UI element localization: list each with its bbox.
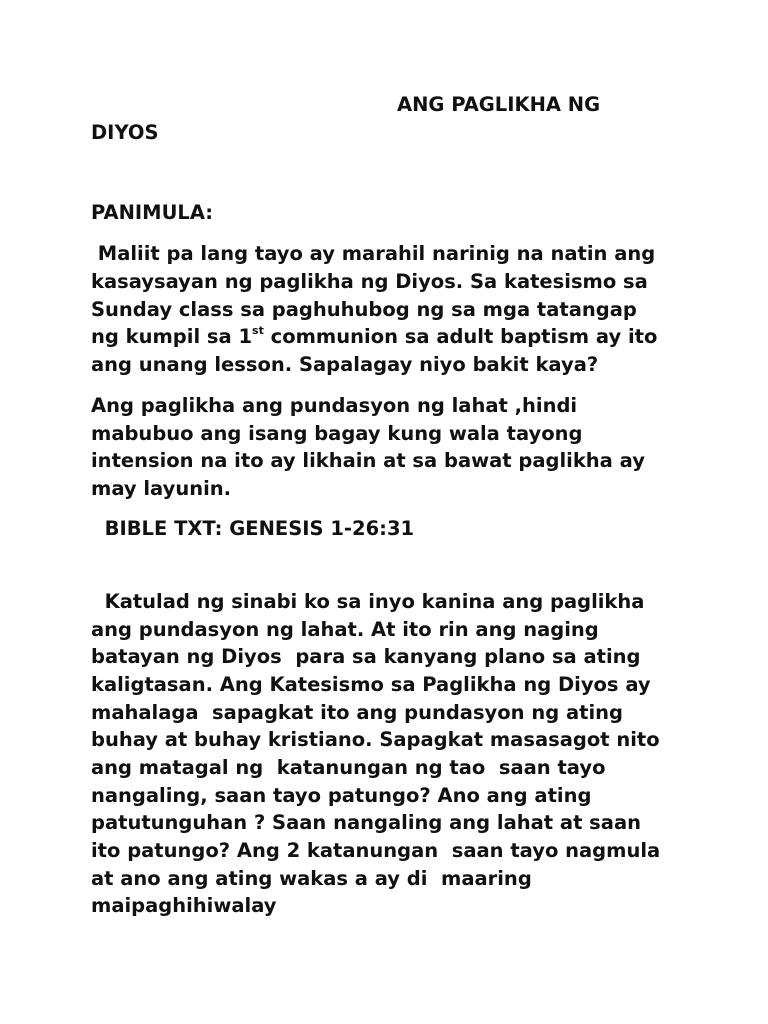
paragraph-2-line-2: mabubuo ang isang bagay kung wala tayong [91, 422, 583, 445]
paragraph-3-line-5: mahalaga sapagkat ito ang pundasyon ng ating [91, 701, 623, 724]
paragraph-3-line-10: ito patungo? Ang 2 katanungan saan tayo nagmula [91, 839, 661, 862]
paragraph-3-line-6: buhay at buhay kristiano. Sapagkat masasagot nito [91, 728, 660, 751]
paragraph-3-line-12: maipaghihiwalay [91, 894, 277, 917]
paragraph-3-line-1: Katulad ng sinabi ko sa inyo kanina ang paglikha [91, 590, 645, 613]
paragraph-3-line-2: ang pundasyon ng lahat. At ito rin ang naging [91, 618, 599, 641]
paragraph-1-line-2: kasaysayan ng paglikha ng Diyos. Sa katesismo sa [91, 270, 648, 293]
paragraph-3-line-8: nangaling, saan tayo patungo? Ano ang ating [91, 784, 592, 807]
paragraph-3-line-11: at ano ang ating wakas a ay di maaring [91, 867, 532, 890]
paragraph-3-line-3: batayan ng Diyos para sa kanyang plano sa ating [91, 645, 641, 668]
paragraph-1-line-3: Sunday class sa paghuhubog ng sa mga tatangap [91, 298, 637, 321]
paragraph-2-line-1: Ang paglikha ang pundasyon ng lahat ,hindi [91, 394, 578, 417]
paragraph-2-line-4: may layunin. [91, 477, 232, 500]
paragraph-3-line-4: kaligtasan. Ang Katesismo sa Paglikha ng Diyos ay [91, 673, 651, 696]
title-line-1: ANG PAGLIKHA NG [397, 93, 601, 116]
paragraph-1-line-1: Maliit pa lang tayo ay marahil narinig na natin ang [91, 242, 656, 265]
ordinal-superscript: st [252, 324, 264, 337]
paragraph-1-line-4 [91, 323, 657, 351]
paragraph-3-line-7: ang matagal ng katanungan ng tao saan tayo [91, 756, 606, 779]
title-line-2: DIYOS [91, 121, 159, 144]
paragraph-1-line-4-end: communion sa adult baptism ay ito [263, 325, 658, 348]
bible-text-reference: BIBLE TXT: GENESIS 1-26:31 [91, 517, 415, 540]
paragraph-3-line-9: patutunguhan ? Saan nangaling ang lahat at saan [91, 811, 641, 834]
paragraph-1-line-4-start: ng kumpil sa 1 [91, 325, 253, 348]
section-heading: PANIMULA: [91, 201, 214, 224]
paragraph-2-line-3: intension na ito ay likhain at sa bawat paglikha ay [91, 449, 645, 472]
paragraph-1-line-5: ang unang lesson. Sapalagay niyo bakit kaya? [91, 353, 599, 376]
